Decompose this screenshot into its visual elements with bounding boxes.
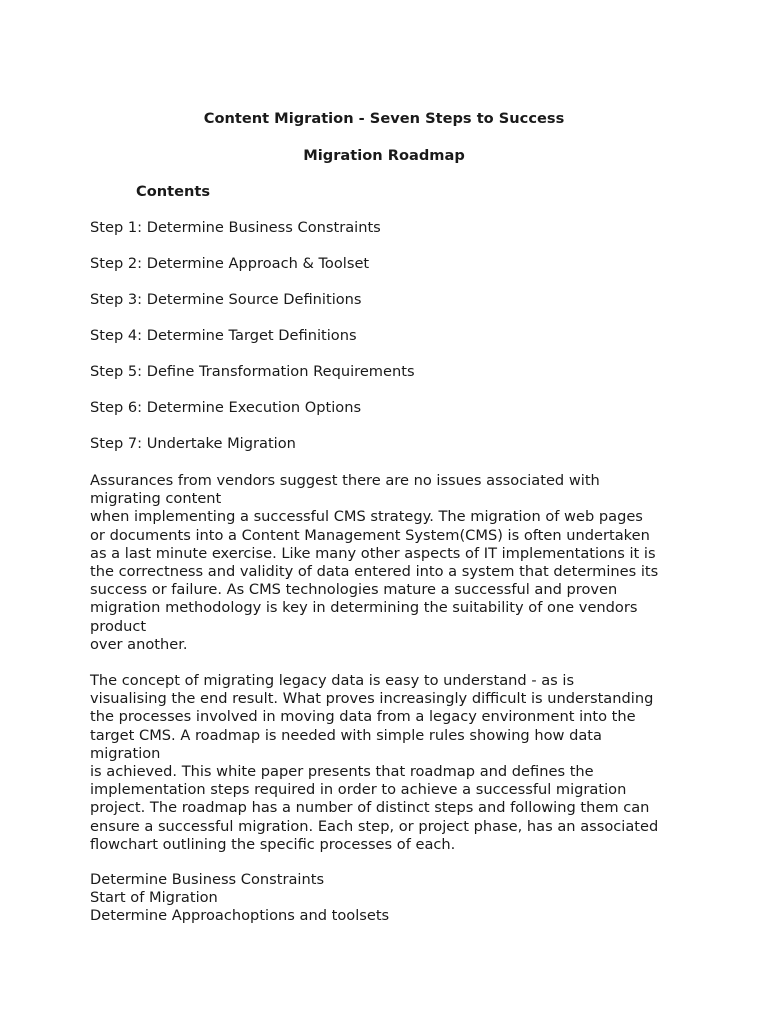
flowchart-label: Start of Migration: [90, 889, 218, 907]
toc-item-step-4: Step 4: Determine Target Definitions: [90, 327, 357, 344]
toc-item-step-6: Step 6: Determine Execution Options: [90, 399, 362, 416]
toc-item-step-3: Step 3: Determine Source Definitions: [90, 291, 362, 308]
flowchart-label: Determine Approachoptions and toolsets: [90, 907, 390, 925]
contents-heading: Contents: [136, 183, 211, 200]
toc-item-step-7: Step 7: Undertake Migration: [90, 435, 296, 452]
document-title: Content Migration - Seven Steps to Success: [203, 110, 565, 127]
concept-paragraph: The concept of migrating legacy data is easy to understand - as is visualising the end result. What proves increasingly difficult is understanding the processes involved in moving data from a legacy environment into the target CMS. A roadmap is needed with simple rules showing how data migration is achieved. This white paper presents that roadmap and defines the implementation steps required in order to achieve a successful migration project. The roadmap has a number of distinct steps and following them can ensure a successful migration. Each step, or project phase, has an associated flowchart outlining the specific processes of each.: [90, 672, 659, 853]
toc-item-step-2: Step 2: Determine Approach & Toolset: [90, 255, 370, 272]
document-subtitle: Migration Roadmap: [303, 147, 465, 164]
flowchart-labels: [90, 871, 389, 926]
table-of-contents: [90, 219, 415, 471]
toc-item-step-5: Step 5: Define Transformation Requirements: [90, 363, 415, 380]
flowchart-label: Determine Business Constraints: [90, 871, 325, 888]
intro-paragraph: Assurances from vendors suggest there are no issues associated with migrating content when implementing a successful CMS strategy. The migration of web pages or documents into a Content Management System(CMS) is often undertaken as a last minute exercise. Like many other aspects of IT implementations it is the correctness and validity of data entered into a system that determines its success or failure. As CMS technologies mature a successful and proven migration methodology is key in determining the suitability of one vendors product over another.: [90, 472, 659, 653]
toc-item-step-1: Step 1: Determine Business Constraints: [90, 219, 381, 236]
